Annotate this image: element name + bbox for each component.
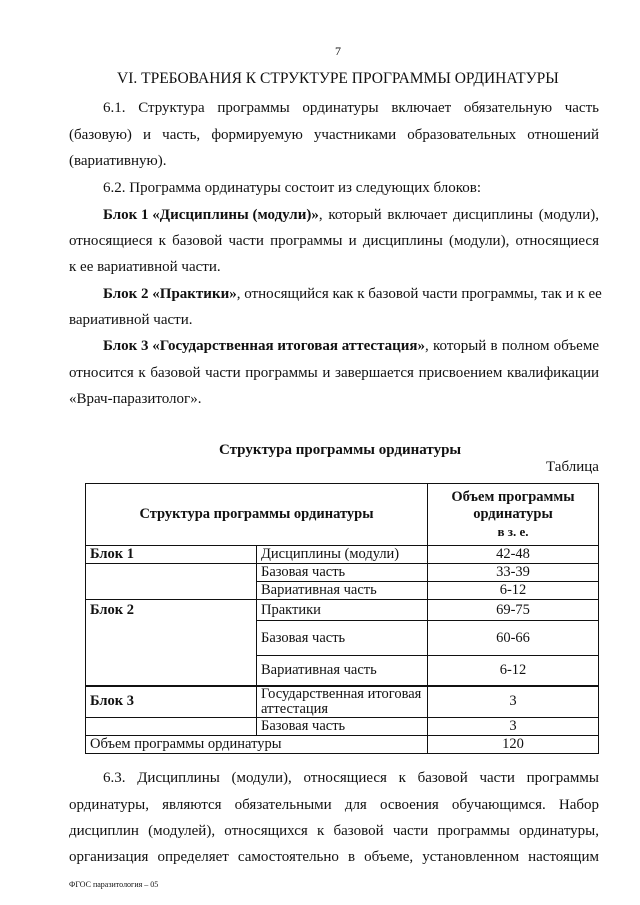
row-name: Вариативная часть [257,656,428,686]
header-structure: Структура программы ординатуры [86,484,428,546]
footer-note: ФГОС паразитология – 05 [69,880,159,889]
block-2-rest: , относящийся как к базовой части программы, так и к ее [236,286,602,302]
row-name: Дисциплины (модули) [257,546,428,564]
table-row [86,717,599,735]
row-name: Вариативная часть [257,582,428,600]
block-1-line-1 [103,206,599,224]
paragraph-6-3-line-2: ординатуры, являются обязательными для освоения обучающимся. Набор [69,797,599,813]
table-row [86,546,599,564]
row-block: Блок 3 [86,686,257,718]
row-block [86,656,257,686]
row-name: Государственная итоговая аттестация [257,686,428,718]
row-value: 3 [428,686,599,718]
paragraph-6-1-line-2: (базовую) и часть, формируемую участниками образовательных отношений [69,127,599,143]
block-2-line-1 [103,285,602,303]
paragraph-6-1-line-3: (вариативную). [69,153,167,169]
paragraph-6-3-line-4: организация определяет самостоятельно в объеме, установленном настоящим [69,849,599,865]
section-heading: VI. ТРЕБОВАНИЯ К СТРУКТУРЕ ПРОГРАММЫ ОРДИНАТУРЫ [117,70,559,87]
row-name: Базовая часть [257,564,428,582]
block-3-line-1 [103,337,599,355]
row-block [86,564,257,582]
table-row [86,600,599,621]
row-name: Практики [257,600,428,621]
table-row [86,582,599,600]
page-number: 7 [335,44,341,58]
row-block: Блок 2 [86,600,257,621]
structure-table [85,483,599,754]
header-volume-line-1: Объем программы [451,489,575,505]
block-1-title: Блок 1 «Дисциплины (модули)» [103,207,319,223]
block-1-rest: , который включает дисциплины (модули), [318,207,599,223]
table-row [86,564,599,582]
header-volume [428,484,599,546]
table-label: Таблица [546,459,599,475]
row-block [86,582,257,600]
row-name: Базовая часть [257,717,428,735]
block-2-title: Блок 2 «Практики» [103,286,237,302]
total-value: 120 [428,735,599,753]
row-value: 6-12 [428,582,599,600]
row-value: 42-48 [428,546,599,564]
table-total-row [86,735,599,753]
table-row [86,621,599,656]
row-name: Базовая часть [257,621,428,656]
paragraph-6-1-line-1: 6.1. Структура программы ординатуры включает обязательную часть [103,100,599,116]
block-1-line-2: относящиеся к базовой части программы и дисциплины (модули), относящиеся [69,233,599,249]
block-3-rest: , который в полном объеме [425,338,599,354]
row-value: 6-12 [428,656,599,686]
table-row [86,686,599,718]
row-block [86,717,257,735]
row-block [86,621,257,656]
row-value: 33-39 [428,564,599,582]
total-label: Объем программы ординатуры [86,735,428,753]
table-header-row [86,484,599,546]
block-3-title: Блок 3 «Государственная итоговая аттестация» [103,338,426,354]
header-volume-line-3: в з. е. [497,524,529,539]
block-2-line-2: вариативной части. [69,312,193,328]
row-value: 69-75 [428,600,599,621]
paragraph-6-3-line-1: 6.3. Дисциплины (модули), относящиеся к базовой части программы [103,770,599,786]
paragraph-6-2: 6.2. Программа ординатуры состоит из следующих блоков: [103,180,481,196]
paragraph-6-3-line-3: дисциплин (модулей), относящихся к базовой части программы ординатуры, [69,823,599,839]
block-3-line-2: относится к базовой части программы и завершается присвоением квалификации [69,365,599,381]
row-value: 3 [428,717,599,735]
block-1-line-3: к ее вариативной части. [69,259,221,275]
table-row [86,656,599,686]
block-3-line-3: «Врач-паразитолог». [69,391,202,407]
table-caption: Структура программы ординатуры [219,442,462,458]
row-value: 60-66 [428,621,599,656]
row-block: Блок 1 [86,546,257,564]
header-volume-line-2: ординатуры [473,506,553,522]
